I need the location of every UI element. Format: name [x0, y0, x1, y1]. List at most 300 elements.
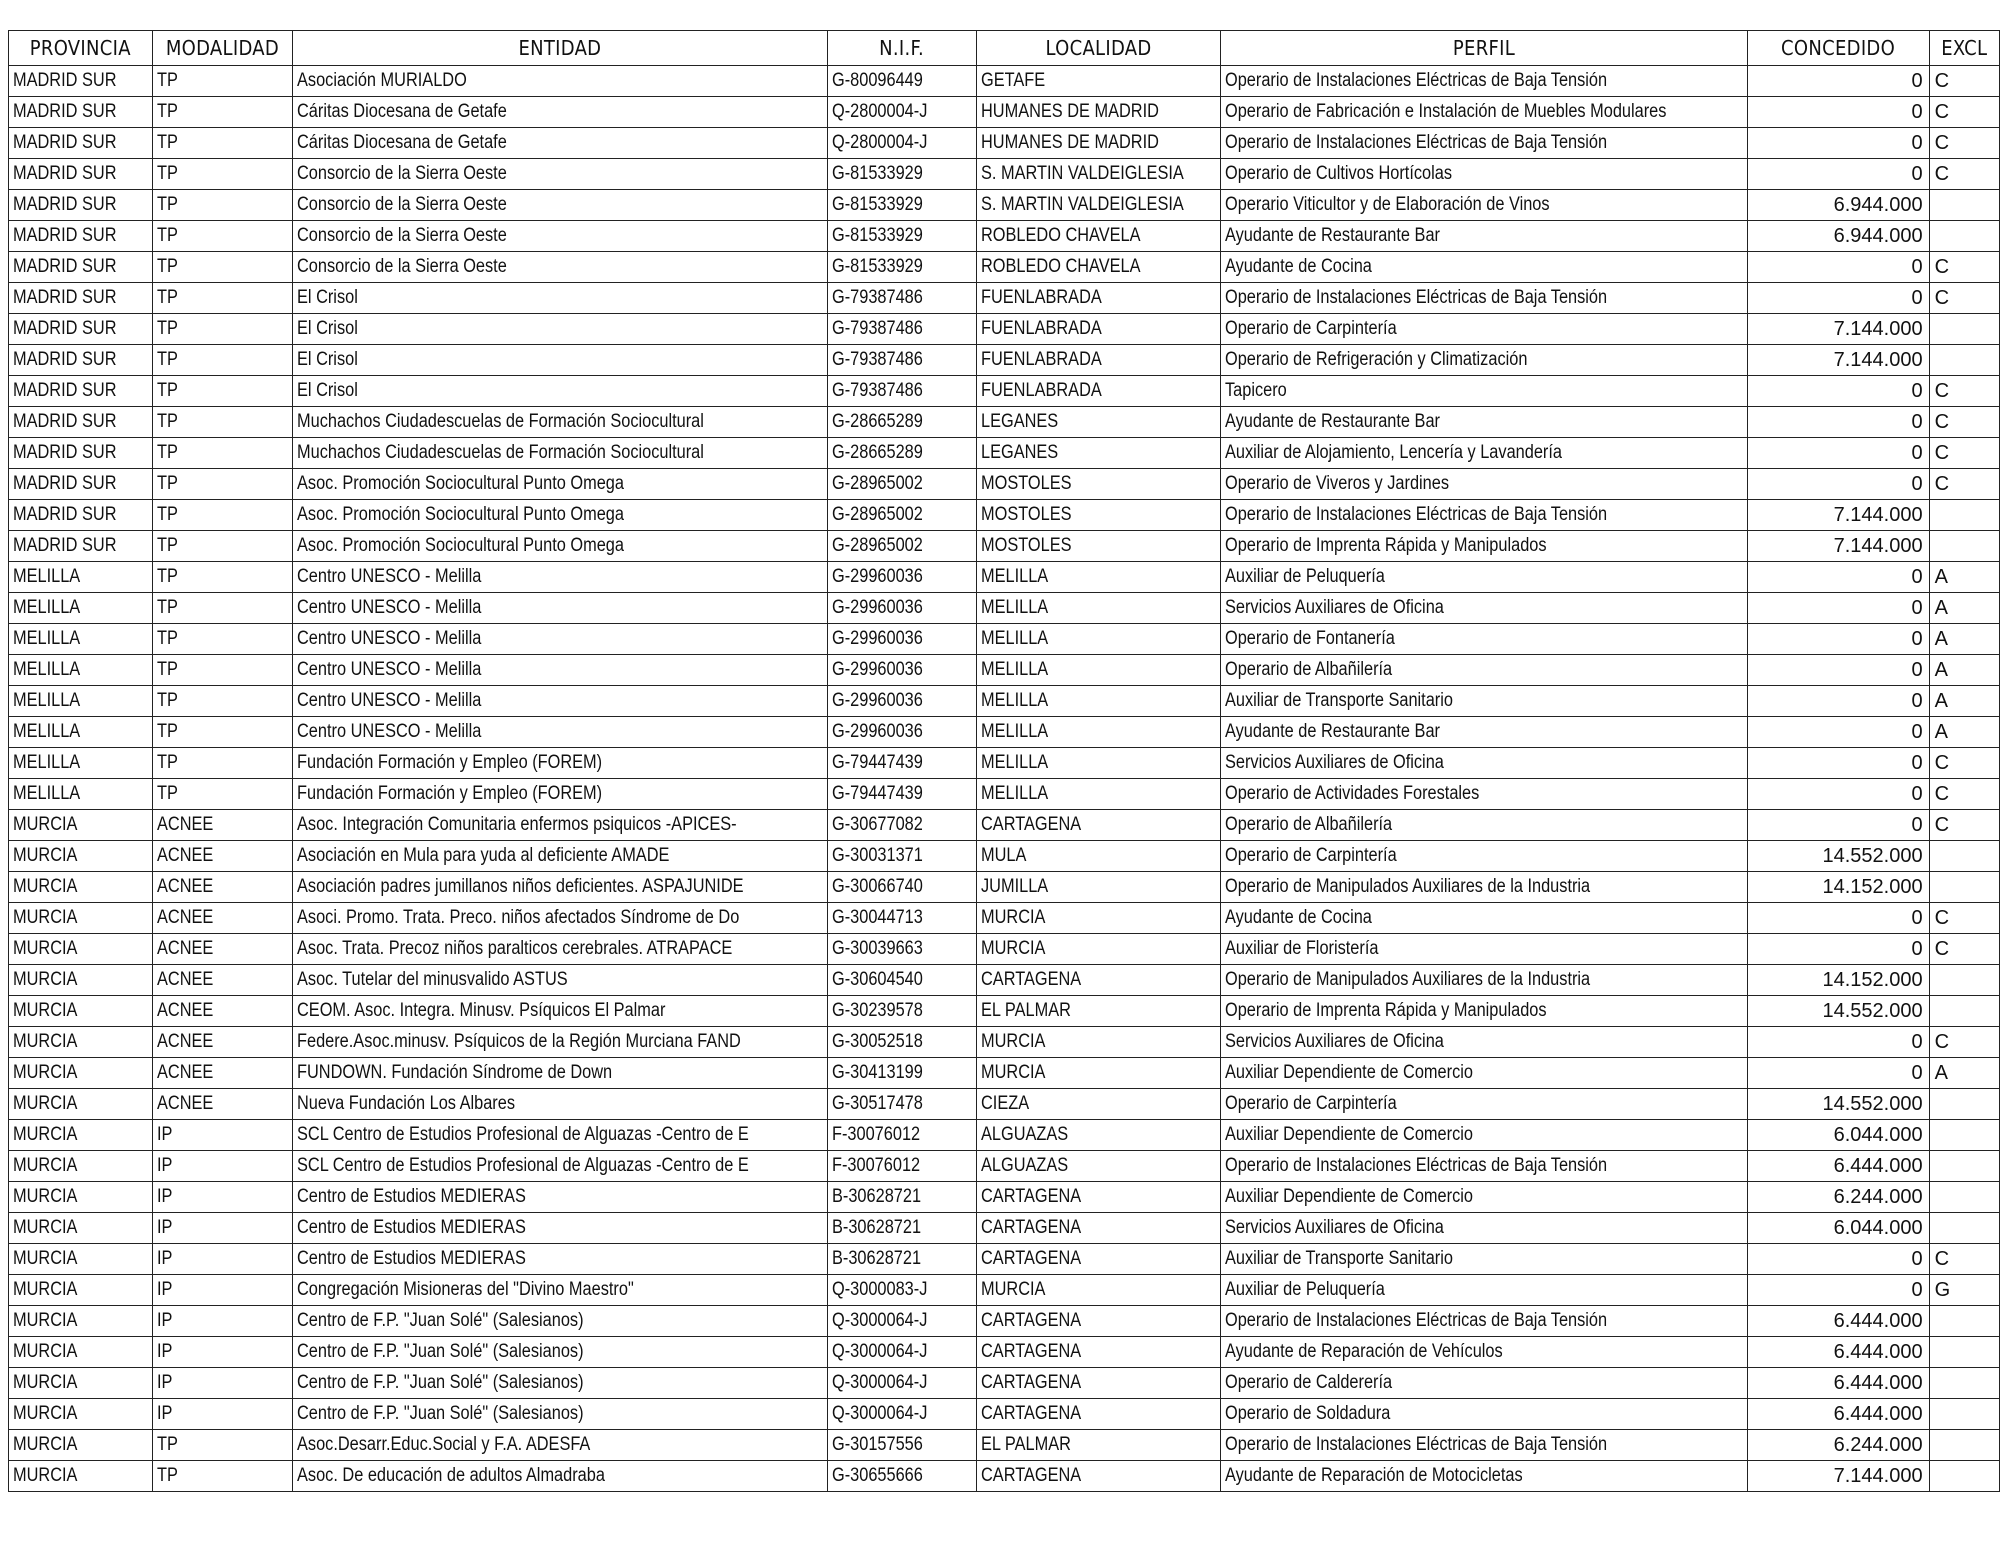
cell-text: G-28965002	[831, 473, 923, 494]
cell-text: Ayudante de Restaurante Bar	[1225, 225, 1441, 246]
cell-concedido: 0	[1747, 903, 1929, 934]
cell-nif	[827, 97, 976, 128]
cell-text: MELILLA	[980, 659, 1048, 680]
cell-text: IP	[156, 1248, 173, 1269]
cell-modalidad	[152, 1058, 293, 1089]
cell-text: G-28965002	[831, 504, 923, 525]
cell-text: Operario de Instalaciones Eléctricas de Baja Tensión	[1225, 1155, 1608, 1176]
cell-text: Centro UNESCO - Melilla	[297, 690, 482, 711]
cell-text: TP	[156, 535, 178, 556]
cell-text: El Crisol	[297, 287, 359, 308]
cell-concedido: 0	[1747, 1027, 1929, 1058]
cell-perfil	[1221, 1461, 1747, 1492]
cell-provincia	[9, 686, 153, 717]
cell-concedido: 7.144.000	[1747, 345, 1929, 376]
table-row	[9, 686, 2000, 717]
cell-localidad	[976, 221, 1221, 252]
cell-excl	[1929, 1120, 1999, 1151]
cell-provincia	[9, 1089, 153, 1120]
cell-concedido: 0	[1747, 562, 1929, 593]
cell-localidad	[976, 779, 1221, 810]
cell-text: TP	[156, 194, 178, 215]
cell-excl	[1929, 345, 1999, 376]
cell-text: MADRID SUR	[13, 132, 117, 153]
cell-text: MURCIA	[980, 1031, 1046, 1052]
cell-text: Fundación Formación y Empleo (FOREM)	[297, 752, 603, 773]
cell-perfil	[1221, 779, 1747, 810]
table-row	[9, 1120, 2000, 1151]
cell-modalidad	[152, 500, 293, 531]
cell-perfil	[1221, 624, 1747, 655]
cell-entidad	[293, 841, 827, 872]
data-table	[8, 30, 2000, 1492]
header-nif: N.I.F.	[827, 31, 976, 66]
cell-text: MULA	[980, 845, 1027, 866]
cell-provincia	[9, 1275, 153, 1306]
cell-localidad	[976, 159, 1221, 190]
cell-modalidad	[152, 1027, 293, 1058]
cell-excl: C	[1929, 748, 1999, 779]
cell-entidad	[293, 1337, 827, 1368]
cell-text: Operario de Carpintería	[1225, 845, 1398, 866]
cell-text: Asoc. Promoción Sociocultural Punto Omega	[297, 473, 625, 494]
cell-provincia	[9, 252, 153, 283]
cell-text: MURCIA	[13, 1341, 78, 1362]
cell-excl	[1929, 500, 1999, 531]
cell-text: Operario de Imprenta Rápida y Manipulados	[1225, 1000, 1547, 1021]
cell-text: MURCIA	[13, 1248, 78, 1269]
cell-perfil	[1221, 97, 1747, 128]
cell-entidad	[293, 1089, 827, 1120]
cell-text: TP	[156, 411, 178, 432]
cell-entidad	[293, 748, 827, 779]
cell-text: TP	[156, 659, 178, 680]
cell-excl	[1929, 965, 1999, 996]
table-row	[9, 934, 2000, 965]
cell-text: El Crisol	[297, 380, 359, 401]
cell-excl: C	[1929, 407, 1999, 438]
cell-modalidad	[152, 438, 293, 469]
cell-nif	[827, 996, 976, 1027]
cell-text: MADRID SUR	[13, 101, 117, 122]
table-row	[9, 1151, 2000, 1182]
cell-text: G-81533929	[831, 163, 923, 184]
cell-modalidad	[152, 1337, 293, 1368]
cell-excl	[1929, 190, 1999, 221]
cell-excl	[1929, 1461, 1999, 1492]
cell-provincia	[9, 283, 153, 314]
cell-text: ACNEE	[156, 907, 213, 928]
table-row	[9, 128, 2000, 159]
cell-text: Asoc. Integración Comunitaria enfermos psiquicos -APICES-	[297, 814, 737, 835]
cell-text: IP	[156, 1217, 173, 1238]
cell-entidad	[293, 1399, 827, 1430]
cell-text: LEGANES	[980, 442, 1058, 463]
cell-text: MADRID SUR	[13, 70, 117, 91]
cell-perfil	[1221, 469, 1747, 500]
cell-perfil	[1221, 531, 1747, 562]
cell-text: TP	[156, 101, 178, 122]
cell-excl	[1929, 1182, 1999, 1213]
cell-excl: C	[1929, 252, 1999, 283]
cell-text: Operario de Instalaciones Eléctricas de Baja Tensión	[1225, 1310, 1608, 1331]
cell-text: Congregación Misioneras del "Divino Maestro"	[297, 1279, 635, 1300]
cell-entidad	[293, 283, 827, 314]
cell-text: MURCIA	[13, 1000, 78, 1021]
cell-text: MURCIA	[13, 938, 78, 959]
cell-text: MADRID SUR	[13, 473, 117, 494]
cell-nif	[827, 748, 976, 779]
cell-modalidad	[152, 66, 293, 97]
cell-entidad	[293, 1120, 827, 1151]
cell-concedido: 6.044.000	[1747, 1120, 1929, 1151]
cell-text: G-28665289	[831, 442, 923, 463]
cell-perfil	[1221, 562, 1747, 593]
cell-perfil	[1221, 717, 1747, 748]
cell-text: MELILLA	[980, 628, 1048, 649]
cell-localidad	[976, 996, 1221, 1027]
cell-text: G-30413199	[831, 1062, 923, 1083]
cell-nif	[827, 159, 976, 190]
cell-text: Q-2800004-J	[831, 101, 927, 122]
table-row	[9, 841, 2000, 872]
table-row	[9, 283, 2000, 314]
cell-excl: C	[1929, 934, 1999, 965]
cell-text: MURCIA	[980, 1062, 1046, 1083]
cell-concedido: 0	[1747, 252, 1929, 283]
cell-text: Centro de F.P. "Juan Solé" (Salesianos)	[297, 1310, 584, 1331]
cell-text: Consorcio de la Sierra Oeste	[297, 225, 508, 246]
table-row	[9, 66, 2000, 97]
cell-provincia	[9, 1182, 153, 1213]
cell-entidad	[293, 376, 827, 407]
cell-localidad	[976, 1430, 1221, 1461]
cell-modalidad	[152, 934, 293, 965]
cell-localidad	[976, 872, 1221, 903]
table-row	[9, 438, 2000, 469]
cell-nif	[827, 717, 976, 748]
cell-text: Servicios Auxiliares de Oficina	[1225, 1031, 1445, 1052]
cell-perfil	[1221, 1337, 1747, 1368]
cell-provincia	[9, 407, 153, 438]
cell-text: GETAFE	[980, 70, 1045, 91]
cell-provincia	[9, 562, 153, 593]
cell-nif	[827, 376, 976, 407]
cell-entidad	[293, 872, 827, 903]
cell-text: Asoc. Promoción Sociocultural Punto Omega	[297, 535, 625, 556]
cell-modalidad	[152, 1306, 293, 1337]
cell-excl	[1929, 221, 1999, 252]
cell-text: MURCIA	[13, 1093, 78, 1114]
cell-text: El Crisol	[297, 349, 359, 370]
header-perfil: PERFIL	[1221, 31, 1747, 66]
cell-perfil	[1221, 66, 1747, 97]
cell-provincia	[9, 1461, 153, 1492]
cell-concedido: 14.152.000	[1747, 872, 1929, 903]
cell-entidad	[293, 190, 827, 221]
cell-text: Ayudante de Reparación de Vehículos	[1225, 1341, 1504, 1362]
cell-nif	[827, 345, 976, 376]
cell-text: MELILLA	[13, 566, 81, 587]
cell-modalidad	[152, 872, 293, 903]
table-row	[9, 1430, 2000, 1461]
cell-provincia	[9, 190, 153, 221]
cell-nif	[827, 500, 976, 531]
cell-text: S. MARTIN VALDEIGLESIA	[980, 194, 1184, 215]
cell-text: F-30076012	[831, 1155, 920, 1176]
cell-perfil	[1221, 407, 1747, 438]
cell-excl: A	[1929, 1058, 1999, 1089]
table-row	[9, 748, 2000, 779]
cell-modalidad	[152, 965, 293, 996]
cell-provincia	[9, 965, 153, 996]
cell-localidad	[976, 407, 1221, 438]
cell-text: Consorcio de la Sierra Oeste	[297, 163, 508, 184]
cell-concedido: 0	[1747, 810, 1929, 841]
cell-modalidad	[152, 1089, 293, 1120]
cell-text: TP	[156, 566, 178, 587]
cell-concedido: 14.552.000	[1747, 841, 1929, 872]
cell-provincia	[9, 1306, 153, 1337]
cell-concedido: 0	[1747, 748, 1929, 779]
cell-perfil	[1221, 1058, 1747, 1089]
cell-text: Auxiliar de Alojamiento, Lencería y Lavandería	[1225, 442, 1563, 463]
cell-nif	[827, 1058, 976, 1089]
cell-text: G-30604540	[831, 969, 923, 990]
cell-provincia	[9, 779, 153, 810]
cell-modalidad	[152, 128, 293, 159]
cell-perfil	[1221, 438, 1747, 469]
table-row	[9, 1337, 2000, 1368]
cell-text: Q-2800004-J	[831, 132, 927, 153]
cell-text: ACNEE	[156, 1031, 213, 1052]
cell-excl: C	[1929, 97, 1999, 128]
cell-text: CARTAGENA	[980, 814, 1081, 835]
cell-text: Operario de Manipulados Auxiliares de la Industria	[1225, 876, 1591, 897]
cell-text: Operario de Fabricación e Instalación de Muebles Modulares	[1225, 101, 1667, 122]
cell-provincia	[9, 934, 153, 965]
cell-text: MELILLA	[13, 721, 81, 742]
cell-localidad	[976, 748, 1221, 779]
cell-perfil	[1221, 1430, 1747, 1461]
cell-text: MADRID SUR	[13, 411, 117, 432]
table-row	[9, 221, 2000, 252]
cell-text: Operario de Imprenta Rápida y Manipulados	[1225, 535, 1547, 556]
cell-provincia	[9, 748, 153, 779]
cell-text: Auxiliar de Transporte Sanitario	[1225, 1248, 1454, 1269]
cell-excl: A	[1929, 686, 1999, 717]
cell-nif	[827, 438, 976, 469]
cell-nif	[827, 283, 976, 314]
cell-excl: C	[1929, 1027, 1999, 1058]
cell-text: MURCIA	[980, 907, 1046, 928]
cell-excl	[1929, 1089, 1999, 1120]
cell-modalidad	[152, 1368, 293, 1399]
cell-text: ALGUAZAS	[980, 1155, 1068, 1176]
cell-provincia	[9, 1120, 153, 1151]
cell-text: Operario de Albañilería	[1225, 659, 1393, 680]
cell-text: EL PALMAR	[980, 1434, 1071, 1455]
cell-text: MURCIA	[13, 1310, 78, 1331]
cell-entidad	[293, 221, 827, 252]
cell-provincia	[9, 345, 153, 376]
cell-nif	[827, 810, 976, 841]
cell-text: Auxiliar de Floristería	[1225, 938, 1379, 959]
cell-text: MURCIA	[13, 1155, 78, 1176]
cell-excl	[1929, 1368, 1999, 1399]
cell-excl	[1929, 1430, 1999, 1461]
cell-excl	[1929, 1306, 1999, 1337]
cell-entidad	[293, 1306, 827, 1337]
cell-concedido: 6.944.000	[1747, 221, 1929, 252]
cell-concedido: 6.444.000	[1747, 1151, 1929, 1182]
cell-nif	[827, 1275, 976, 1306]
cell-text: G-29960036	[831, 566, 923, 587]
cell-entidad	[293, 1275, 827, 1306]
cell-text: MELILLA	[13, 690, 81, 711]
cell-text: MURCIA	[13, 876, 78, 897]
cell-text: CARTAGENA	[980, 1186, 1081, 1207]
cell-text: HUMANES DE MADRID	[980, 132, 1159, 153]
cell-excl: C	[1929, 810, 1999, 841]
cell-text: Auxiliar de Peluquería	[1225, 566, 1386, 587]
cell-text: G-79387486	[831, 287, 923, 308]
cell-text: Tapicero	[1225, 380, 1288, 401]
cell-text: MADRID SUR	[13, 349, 117, 370]
cell-concedido: 0	[1747, 934, 1929, 965]
cell-entidad	[293, 407, 827, 438]
cell-concedido: 0	[1747, 128, 1929, 159]
cell-modalidad	[152, 531, 293, 562]
cell-modalidad	[152, 593, 293, 624]
cell-text: G-81533929	[831, 225, 923, 246]
table-row	[9, 97, 2000, 128]
cell-text: ACNEE	[156, 845, 213, 866]
cell-excl: A	[1929, 624, 1999, 655]
cell-concedido: 7.144.000	[1747, 314, 1929, 345]
cell-nif	[827, 1337, 976, 1368]
cell-text: MURCIA	[13, 1465, 78, 1486]
cell-modalidad	[152, 221, 293, 252]
cell-concedido: 6.044.000	[1747, 1213, 1929, 1244]
cell-text: Operario de Instalaciones Eléctricas de Baja Tensión	[1225, 287, 1608, 308]
cell-perfil	[1221, 128, 1747, 159]
cell-localidad	[976, 934, 1221, 965]
cell-provincia	[9, 593, 153, 624]
cell-text: MADRID SUR	[13, 535, 117, 556]
cell-text: MADRID SUR	[13, 194, 117, 215]
cell-text: IP	[156, 1279, 173, 1300]
table-row	[9, 159, 2000, 190]
cell-localidad	[976, 1244, 1221, 1275]
cell-text: Asoc. Promoción Sociocultural Punto Omega	[297, 504, 625, 525]
cell-perfil	[1221, 1275, 1747, 1306]
cell-text: TP	[156, 225, 178, 246]
cell-text: Asociación en Mula para yuda al deficiente AMADE	[297, 845, 670, 866]
cell-text: TP	[156, 70, 178, 91]
header-entidad: ENTIDAD	[293, 31, 827, 66]
cell-text: Cáritas Diocesana de Getafe	[297, 101, 508, 122]
cell-localidad	[976, 1275, 1221, 1306]
cell-concedido: 0	[1747, 97, 1929, 128]
cell-text: G-30239578	[831, 1000, 923, 1021]
cell-text: MADRID SUR	[13, 287, 117, 308]
cell-provincia	[9, 531, 153, 562]
cell-provincia	[9, 376, 153, 407]
cell-nif	[827, 190, 976, 221]
cell-localidad	[976, 314, 1221, 345]
cell-modalidad	[152, 996, 293, 1027]
cell-text: ACNEE	[156, 814, 213, 835]
cell-concedido: 0	[1747, 686, 1929, 717]
cell-text: Cáritas Diocesana de Getafe	[297, 132, 508, 153]
cell-concedido: 14.152.000	[1747, 965, 1929, 996]
cell-localidad	[976, 128, 1221, 159]
cell-perfil	[1221, 1244, 1747, 1275]
cell-text: G-30052518	[831, 1031, 923, 1052]
cell-text: MADRID SUR	[13, 256, 117, 277]
cell-modalidad	[152, 686, 293, 717]
cell-text: Centro de Estudios MEDIERAS	[297, 1186, 527, 1207]
table-row	[9, 314, 2000, 345]
cell-provincia	[9, 159, 153, 190]
cell-text: G-29960036	[831, 721, 923, 742]
cell-concedido: 0	[1747, 1058, 1929, 1089]
cell-text: TP	[156, 163, 178, 184]
cell-concedido: 7.144.000	[1747, 500, 1929, 531]
cell-excl: A	[1929, 655, 1999, 686]
cell-text: Auxiliar de Peluquería	[1225, 1279, 1386, 1300]
cell-text: CEOM. Asoc. Integra. Minusv. Psíquicos El Palmar	[297, 1000, 666, 1021]
cell-text: Centro UNESCO - Melilla	[297, 659, 482, 680]
cell-excl	[1929, 314, 1999, 345]
cell-concedido: 0	[1747, 779, 1929, 810]
cell-text: MADRID SUR	[13, 163, 117, 184]
cell-concedido: 0	[1747, 283, 1929, 314]
cell-concedido: 6.444.000	[1747, 1306, 1929, 1337]
cell-text: IP	[156, 1155, 173, 1176]
cell-text: Operario de Manipulados Auxiliares de la Industria	[1225, 969, 1591, 990]
header-modalidad: MODALIDAD	[152, 31, 293, 66]
cell-text: Nueva Fundación Los Albares	[297, 1093, 516, 1114]
cell-text: B-30628721	[831, 1217, 921, 1238]
cell-text: TP	[156, 287, 178, 308]
cell-localidad	[976, 1151, 1221, 1182]
cell-text: IP	[156, 1341, 173, 1362]
cell-text: Asoc. Tutelar del minusvalido ASTUS	[297, 969, 568, 990]
cell-text: MOSTOLES	[980, 535, 1072, 556]
cell-text: Q-3000064-J	[831, 1372, 927, 1393]
cell-perfil	[1221, 1151, 1747, 1182]
cell-text: TP	[156, 1465, 178, 1486]
cell-text: CARTAGENA	[980, 1372, 1081, 1393]
cell-text: Consorcio de la Sierra Oeste	[297, 256, 508, 277]
cell-perfil	[1221, 903, 1747, 934]
cell-entidad	[293, 1027, 827, 1058]
cell-text: LEGANES	[980, 411, 1058, 432]
cell-text: G-30157556	[831, 1434, 923, 1455]
cell-text: G-30066740	[831, 876, 923, 897]
table-row	[9, 1368, 2000, 1399]
cell-text: EL PALMAR	[980, 1000, 1071, 1021]
cell-text: El Crisol	[297, 318, 359, 339]
cell-concedido: 0	[1747, 1244, 1929, 1275]
cell-localidad	[976, 841, 1221, 872]
cell-provincia	[9, 500, 153, 531]
cell-modalidad	[152, 779, 293, 810]
cell-provincia	[9, 996, 153, 1027]
cell-localidad	[976, 1120, 1221, 1151]
